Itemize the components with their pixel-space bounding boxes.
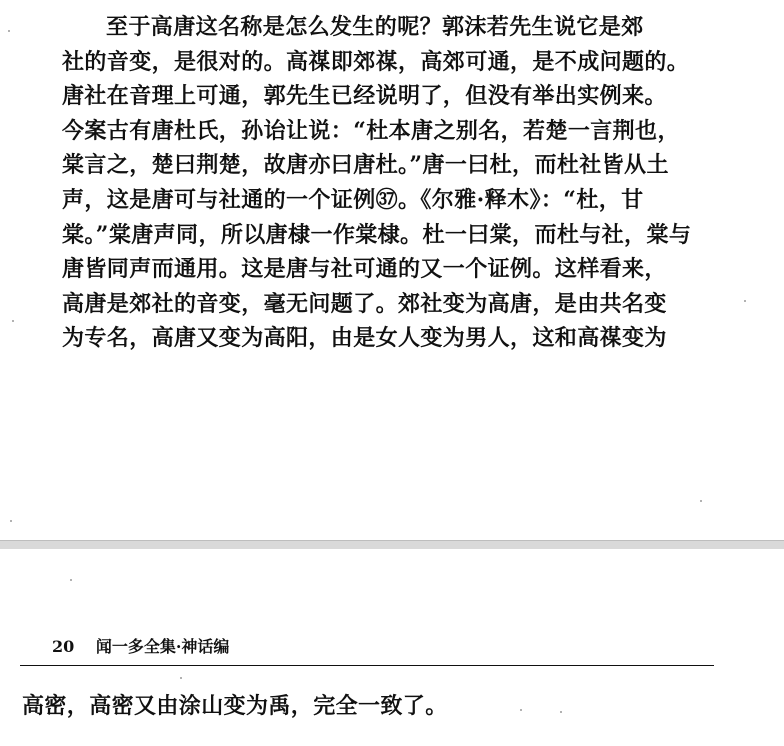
page-number: 20 [52, 637, 75, 656]
page-bottom [0, 549, 784, 746]
scan-speck [8, 30, 10, 32]
scan-speck [744, 300, 746, 302]
text-line: 高唐是郊社的音变，毫无问题了。郊社变为高唐，是由共名变 [62, 290, 667, 317]
running-title: 闻一多全集·神话编 [95, 637, 230, 656]
text-line: 为专名，高唐又变为高阳，由是女人变为男人，这和高禖变为 [62, 325, 667, 352]
text-line: 唐社在音理上可通，郭先生已经说明了，但没有举出实例来。 [62, 83, 667, 110]
scan-speck [180, 677, 182, 679]
text-line: 声，这是唐可与社通的一个证例㊲。《尔雅·释木》：“杜，甘 [62, 186, 644, 213]
text-line: 棠言之，楚曰荆楚，故唐亦曰唐杜。”唐一曰杜，而杜社皆从土 [62, 152, 669, 179]
scan-speck [560, 711, 562, 713]
scan-speck [700, 500, 702, 502]
text-line: 今案古有唐杜氏，孙诒让说：“杜本唐之别名，若楚一言荆也， [62, 117, 680, 144]
text-line: 唐皆同声而通用。这是唐与社可通的又一个证例。这样看来， [62, 256, 667, 283]
header-rule [20, 665, 714, 666]
scan-speck [70, 579, 72, 581]
running-header [52, 634, 229, 657]
text-line: 社的音变，是很对的。高禖即郊禖，高郊可通，是不成问题的。 [62, 48, 690, 75]
text-line: 至于高唐这名称是怎么发生的呢？郭沫若先生说它是郊 [106, 14, 644, 40]
scan-speck [10, 520, 12, 522]
scan-speck [12, 320, 14, 322]
continuation-line: 高密，高密又由涂山变为禹，完全一致了。 [22, 693, 448, 719]
scan-speck [520, 709, 522, 711]
body-text [62, 10, 752, 356]
text-line: 棠。”棠唐声同，所以唐棣一作棠棣。杜一曰棠，而杜与社，棠与 [62, 221, 692, 248]
